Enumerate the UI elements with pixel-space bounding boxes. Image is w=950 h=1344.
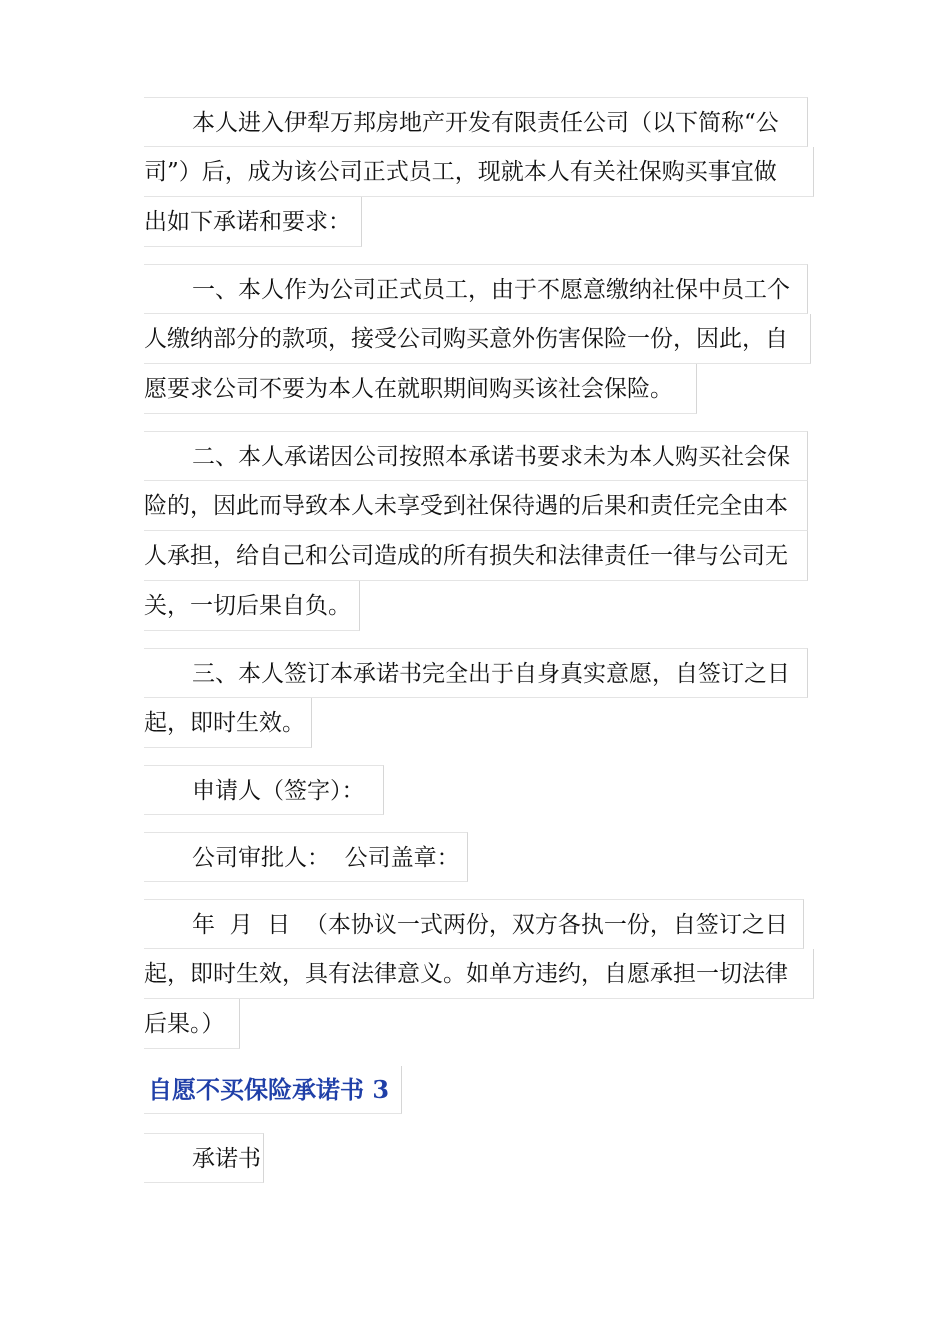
date-paragraph-line-2: 起，即时生效，具有法律意义。如单方违约，自愿承担一切法律: [144, 949, 814, 999]
sub-paragraph-title: 承诺书: [144, 1133, 264, 1183]
paragraph-4-line-2: 起，即时生效。: [144, 698, 312, 748]
date-paragraph-line-1: 年 月 日 （本协议一式两份，双方各执一份，自签订之日: [144, 899, 804, 949]
paragraph-3-line-4: 关，一切后果自负。: [144, 581, 360, 631]
paragraph-3-line-2: 险的，因此而导致本人未享受到社保待遇的后果和责任完全由本: [144, 481, 808, 531]
paragraph-1-line-2: 司”）后，成为该公司正式员工，现就本人有关社保购买事宜做: [144, 147, 814, 197]
paragraph-2-line-1: 一、本人作为公司正式员工，由于不愿意缴纳社保中员工个: [144, 264, 808, 314]
paragraph-2-line-2: 人缴纳部分的款项，接受公司购买意外伤害保险一份，因此，自: [144, 314, 811, 364]
paragraph-3-line-3: 人承担，给自己和公司造成的所有损失和法律责任一律与公司无: [144, 531, 808, 581]
paragraph-2-line-3: 愿要求公司不要为本人在就职期间购买该社会保险。: [144, 364, 697, 414]
paragraph-1-line-1: 本人进入伊犁万邦房地产开发有限责任公司（以下简称“公: [144, 97, 808, 147]
applicant-signature-line: 申请人（签字）：: [144, 765, 384, 815]
section-heading: 自愿不买保险承诺书 3: [144, 1066, 402, 1114]
paragraph-1-line-3: 出如下承诺和要求：: [144, 197, 362, 247]
date-paragraph-line-3: 后果。）: [144, 999, 240, 1049]
paragraph-3-line-1: 二、本人承诺因公司按照本承诺书要求未为本人购买社会保: [144, 431, 808, 481]
paragraph-4-line-1: 三、本人签订本承诺书完全出于自身真实意愿，自签订之日: [144, 648, 808, 698]
approver-seal-line: 公司审批人： 公司盖章：: [144, 832, 468, 882]
